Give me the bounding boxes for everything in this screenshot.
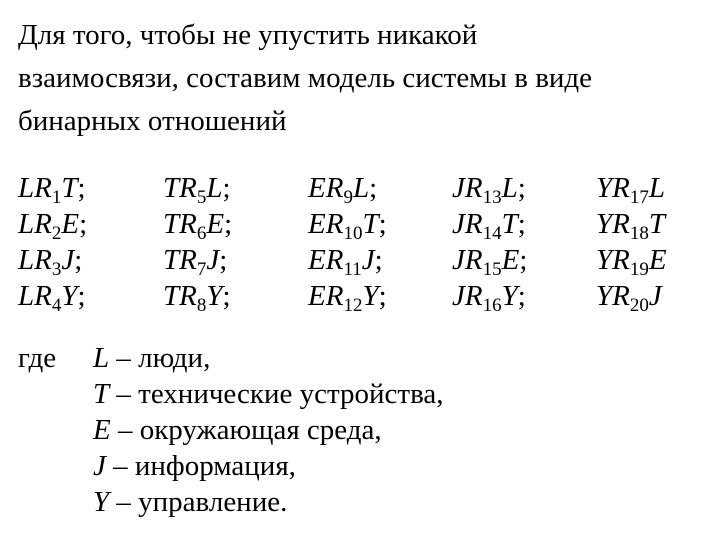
intro-line-1: Для того, чтобы не упустить никакой (18, 19, 478, 51)
relation-formula (452, 278, 527, 314)
relation-index: 3 (51, 259, 62, 280)
legend-item (93, 448, 444, 484)
relation-source: YR (596, 280, 630, 312)
relation-formula (18, 170, 87, 206)
relation-target: T (501, 208, 518, 240)
relation-index: 5 (196, 187, 207, 208)
relation-source: ER (308, 208, 344, 240)
relation-separator: ; (222, 172, 231, 204)
relation-formula (18, 206, 87, 242)
relation-index: 14 (482, 223, 502, 244)
legend-item (93, 484, 444, 520)
relation-target: L (352, 172, 370, 204)
relations-column-e (308, 170, 387, 314)
relation-formula (596, 206, 667, 242)
relation-source: TR (163, 244, 197, 276)
relation-source: JR (452, 172, 483, 204)
relation-index: 15 (482, 259, 502, 280)
relation-index: 10 (343, 223, 363, 244)
relation-formula (452, 170, 527, 206)
relation-index: 20 (629, 295, 649, 316)
relation-target: E (61, 208, 80, 240)
legend-text: – информация, (105, 450, 296, 482)
relations-column-t (163, 170, 232, 314)
relation-index: 7 (196, 259, 207, 280)
relation-target: J (206, 244, 220, 276)
relation-formula (452, 242, 527, 278)
relation-source: LR (18, 280, 52, 312)
relation-formula (596, 170, 667, 206)
relation-index: 12 (343, 295, 363, 316)
relation-target: J (361, 244, 375, 276)
relation-source: ER (308, 280, 344, 312)
relation-separator: ; (517, 280, 526, 312)
relation-formula (163, 206, 232, 242)
intro-line-3: бинарных отношений (18, 105, 287, 137)
legend-text: – окружающая среда, (110, 414, 382, 446)
relation-index: 19 (629, 259, 649, 280)
relation-formula (18, 278, 87, 314)
intro-line-2: взаимосвязи, составим модель системы в виде (18, 62, 593, 94)
relation-source: LR (18, 208, 52, 240)
relation-index: 13 (482, 187, 502, 208)
relation-separator: ; (224, 208, 233, 240)
relation-separator: ; (517, 172, 526, 204)
legend (93, 340, 444, 520)
relation-index: 1 (51, 187, 62, 208)
where-label: где (18, 342, 57, 374)
relation-target: T (61, 172, 78, 204)
relation-target: T (648, 208, 665, 240)
relation-target: Y (501, 280, 518, 312)
relation-separator: ; (77, 280, 86, 312)
relation-target: J (61, 244, 75, 276)
relation-target: E (501, 244, 520, 276)
relation-index: 2 (51, 223, 62, 244)
legend-item (93, 376, 444, 412)
legend-text: – люди, (109, 342, 211, 374)
relation-formula (18, 242, 87, 278)
relation-source: YR (596, 244, 630, 276)
relation-source: ER (308, 244, 344, 276)
relation-source: ER (308, 172, 344, 204)
relation-formula (163, 170, 232, 206)
relation-index: 18 (629, 223, 649, 244)
relation-formula (596, 278, 667, 314)
relation-separator: ; (369, 172, 378, 204)
relation-formula (596, 242, 667, 278)
legend-text: – технические устройства, (109, 378, 444, 410)
relation-target: E (206, 208, 225, 240)
relation-index: 9 (343, 187, 353, 208)
legend-item (93, 412, 444, 448)
relation-index: 11 (343, 259, 362, 280)
relation-source: JR (452, 280, 483, 312)
legend-symbol: E (93, 414, 111, 446)
relation-formula (308, 278, 387, 314)
relation-source: LR (18, 172, 52, 204)
relation-target: E (648, 244, 667, 276)
relation-separator: ; (378, 280, 387, 312)
relation-source: JR (452, 208, 483, 240)
relation-target: Y (206, 280, 223, 312)
relation-formula (452, 206, 527, 242)
relation-index: 17 (629, 187, 649, 208)
relation-target: L (501, 172, 518, 204)
relation-target: J (648, 280, 662, 312)
relation-index: 4 (51, 295, 62, 316)
relation-formula (308, 206, 387, 242)
relation-separator: ; (519, 244, 528, 276)
relation-index: 16 (482, 295, 502, 316)
relation-source: TR (163, 172, 197, 204)
intro-text (18, 14, 708, 143)
relation-separator: ; (74, 244, 83, 276)
relation-index: 8 (196, 295, 207, 316)
relation-separator: ; (517, 208, 526, 240)
legend-symbol: T (93, 378, 110, 410)
relation-source: LR (18, 244, 52, 276)
legend-symbol: L (93, 342, 110, 374)
relation-separator: ; (79, 208, 88, 240)
legend-text: – управление. (109, 486, 288, 518)
relation-index: 6 (196, 223, 207, 244)
relation-separator: ; (77, 172, 86, 204)
relations-column-y (596, 170, 667, 314)
relation-target: Y (362, 280, 379, 312)
relation-source: JR (452, 244, 483, 276)
relation-target: L (648, 172, 665, 204)
relation-formula (308, 170, 387, 206)
relation-source: YR (596, 172, 630, 204)
relation-source: YR (596, 208, 630, 240)
relation-separator: ; (374, 244, 383, 276)
relation-target: L (206, 172, 223, 204)
relations-column-j (452, 170, 527, 314)
relation-target: Y (61, 280, 78, 312)
legend-symbol: J (93, 450, 106, 482)
relation-separator: ; (222, 280, 231, 312)
relation-formula (163, 278, 232, 314)
relation-separator: ; (378, 208, 387, 240)
relations-column-l (18, 170, 87, 314)
relation-target: T (362, 208, 379, 240)
legend-item (93, 340, 444, 376)
relation-separator: ; (219, 244, 228, 276)
relation-source: TR (163, 208, 197, 240)
legend-symbol: Y (93, 486, 110, 518)
relation-formula (308, 242, 387, 278)
relation-source: TR (163, 280, 197, 312)
relation-formula (163, 242, 232, 278)
